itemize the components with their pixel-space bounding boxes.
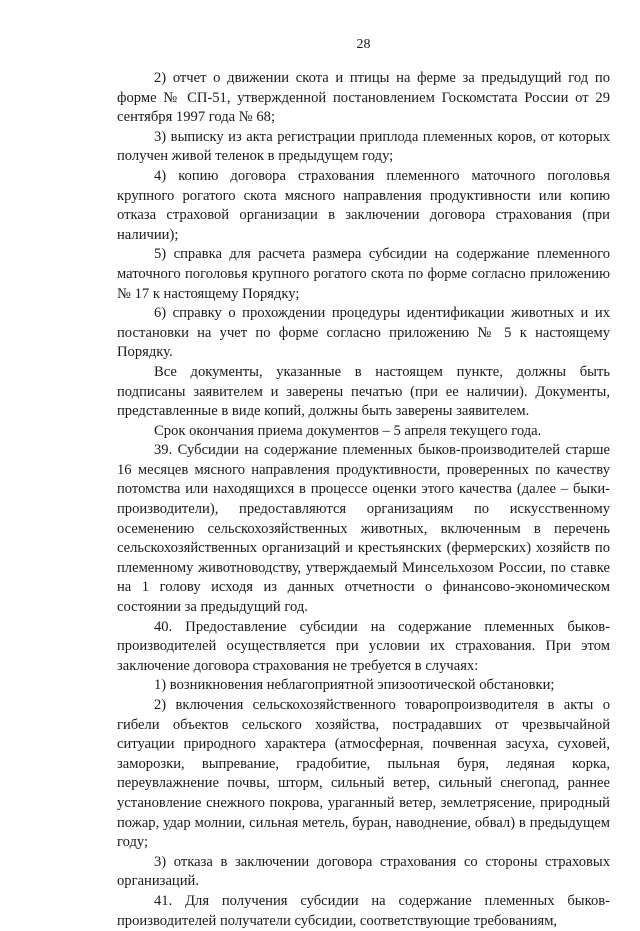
- paragraph-exception-1: 1) возникновения неблагоприятной эпизоотической обстановки;: [154, 677, 555, 694]
- document-page: [117, 36, 610, 931]
- page-number: 28: [356, 37, 371, 52]
- paragraph-deadline: Срок окончания приема документов – 5 апреля текущего года.: [154, 422, 542, 439]
- paragraph-exception-2: 2) включения сельскохозяйственного товаропроизводителя в акты о гибели объектов сельского хозяйства, пострадавших от чрезвычайной ситуации природного характера (атмосферная, почвенная засуха, суховей, заморозки, выпревание, градобитие, пыльная буря, ледяная корка, переувлажнение почвы, шторм, сильный ветер, сильный снегопад, раннее установление снежного покрова, ураганный ветер, землетрясение, природный пожар, удар молнии, сильная метель, буран, наводнение, обвал) в предыдущем году;: [117, 697, 610, 851]
- paragraph-insurance-contract-copy: 4) копию договора страхования племенного маточного поголовья крупного рогатого скота мясного направления продуктивности или копию отказа страховой организации в заключении договора страхования (при наличии);: [117, 167, 610, 243]
- paragraph-report-sp51: 2) отчет о движении скота и птицы на ферме за предыдущий год по форме № СП-51, утвержденной постановлением Госкомстата России от 29 сентября 1997 года № 68;: [117, 70, 610, 126]
- paragraph-documents-signature: Все документы, указанные в настоящем пункте, должны быть подписаны заявителем и заверены печатью (при ее наличии). Документы, представленные в виде копий, должны быть заверены заявителем.: [117, 363, 610, 420]
- paragraph-subsidy-calculation: 5) справка для расчета размера субсидии на содержание племенного маточного поголовья крупного рогатого скота по форме согласно приложению № 17 к настоящему Порядку;: [117, 246, 610, 302]
- paragraph-clause-40: 40. Предоставление субсидии на содержание племенных быков-производителей осуществляется при условии их страхования. При этом заключение договора страхования не требуется в случаях:: [117, 618, 610, 674]
- paragraph-exception-3: 3) отказа в заключении договора страхования со стороны страховых организаций.: [117, 853, 610, 890]
- paragraph-clause-39: 39. Субсидии на содержание племенных быков-производителей старше 16 месяцев мясного направления продуктивности, проверенных по качеству потомства или находящихся в процессе оценки этого качества (далее – быки-производители), предоставляются организациям по искусственному осеменению сельскохозяйственных животных, включенным в перечень сельскохозяйственных организаций и крестьянских (фермерских) хозяйств по племенному животноводству, утверждаемый Минсельхозом России, по ставке на 1 голову исходя из данных отчетности о финансово-экономическом состоянии за предыдущий год.: [117, 442, 610, 616]
- paragraph-clause-41: 41. Для получения субсидии на содержание племенных быков-производителей получатели субсидии, соответствующие требованиям,: [117, 892, 610, 929]
- paragraph-identification-certificate: 6) справку о прохождении процедуры идентификации животных и их постановки на учет по форме согласно приложению № 5 к настоящему Порядку.: [117, 305, 610, 361]
- paragraph-offspring-extract: 3) выписку из акта регистрации приплода племенных коров, от которых получен живой теленок в предыдущем году;: [117, 128, 610, 165]
